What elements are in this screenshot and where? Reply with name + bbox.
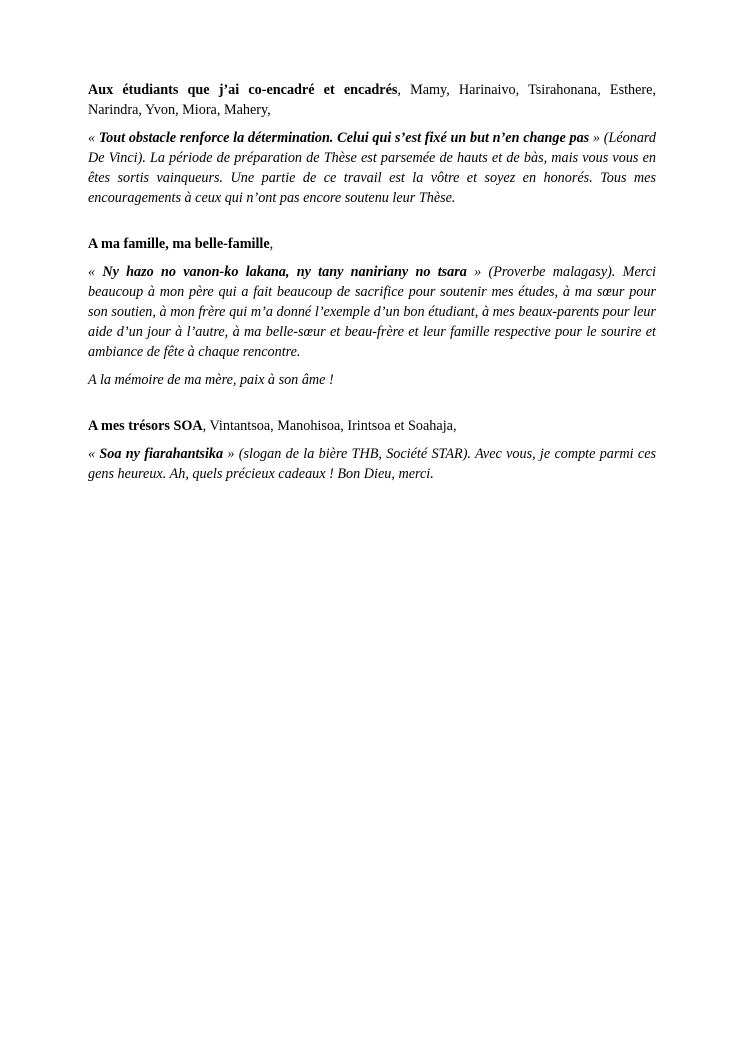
treasures-quote: Soa ny fiarahantsika xyxy=(99,446,224,462)
treasures-quote-close: » xyxy=(223,446,235,462)
students-dedication xyxy=(88,80,656,120)
family-quote-open: « xyxy=(88,264,103,280)
treasures-dedication xyxy=(88,416,656,436)
students-quote-open: « xyxy=(88,130,99,146)
dedication-page xyxy=(88,80,656,492)
students-quote-paragraph xyxy=(88,128,656,208)
students-names: , Mamy, Harinaivo, Tsirahonana, Esthere, Narindra, Yvon, Miora, Mahery, xyxy=(88,82,656,118)
family-quote-close: » xyxy=(466,264,482,280)
students-text: (Léonard De Vinci). La période de préparation de Thèse est parsemée de hauts et de bàs, mais vous vous en êtes sortis vainqueurs. Une partie de ce travail est la vôtre et soyez en honorés. Tous mes encouragements à ceux qui n’ont pas encore soutenu leur Thèse. xyxy=(88,130,656,206)
family-heading: A ma famille, ma belle-famille xyxy=(88,236,270,252)
family-quote-paragraph xyxy=(88,262,656,362)
treasures-quote-open: « xyxy=(88,446,100,462)
students-quote-close: » xyxy=(589,130,600,146)
family-dedication xyxy=(88,234,656,254)
treasures-quote-paragraph xyxy=(88,444,656,484)
treasures-heading: A mes trésors SOA xyxy=(88,418,203,434)
family-text: (Proverbe malagasy). Merci beaucoup à mon père qui a fait beaucoup de sacrifice pour soutenir mes études, à ma sœur pour son soutien, à mon frère qui m’a donné l’exemple d’un bon étudiant, à mes beaux-parents pour leur aide d’un jour à l’autre, à ma belle-sœur et beau-frère et leur famille respective pour le sourire et ambiance de fête à chaque rencontre. xyxy=(88,264,656,360)
students-quote: Tout obstacle renforce la détermination. Celui qui s’est fixé un but n’en change pas xyxy=(98,130,590,146)
family-quote: Ny hazo no vanon-ko lakana, ny tany naniriany no tsara xyxy=(102,264,467,280)
family-heading-punct: , xyxy=(269,236,274,252)
treasures-text: (slogan de la bière THB, Société STAR). Avec vous, je compte parmi ces gens heureux. Ah, quels précieux cadeaux ! Bon Dieu, merci. xyxy=(88,446,657,482)
students-heading: Aux étudiants que j’ai co-encadré et encadrés xyxy=(88,82,398,98)
family-memory-paragraph xyxy=(88,370,656,390)
family-memory: A la mémoire de ma mère, paix à son âme ! xyxy=(88,372,334,388)
treasures-names: , Vintantsoa, Manohisoa, Irintsoa et Soahaja, xyxy=(202,418,457,434)
